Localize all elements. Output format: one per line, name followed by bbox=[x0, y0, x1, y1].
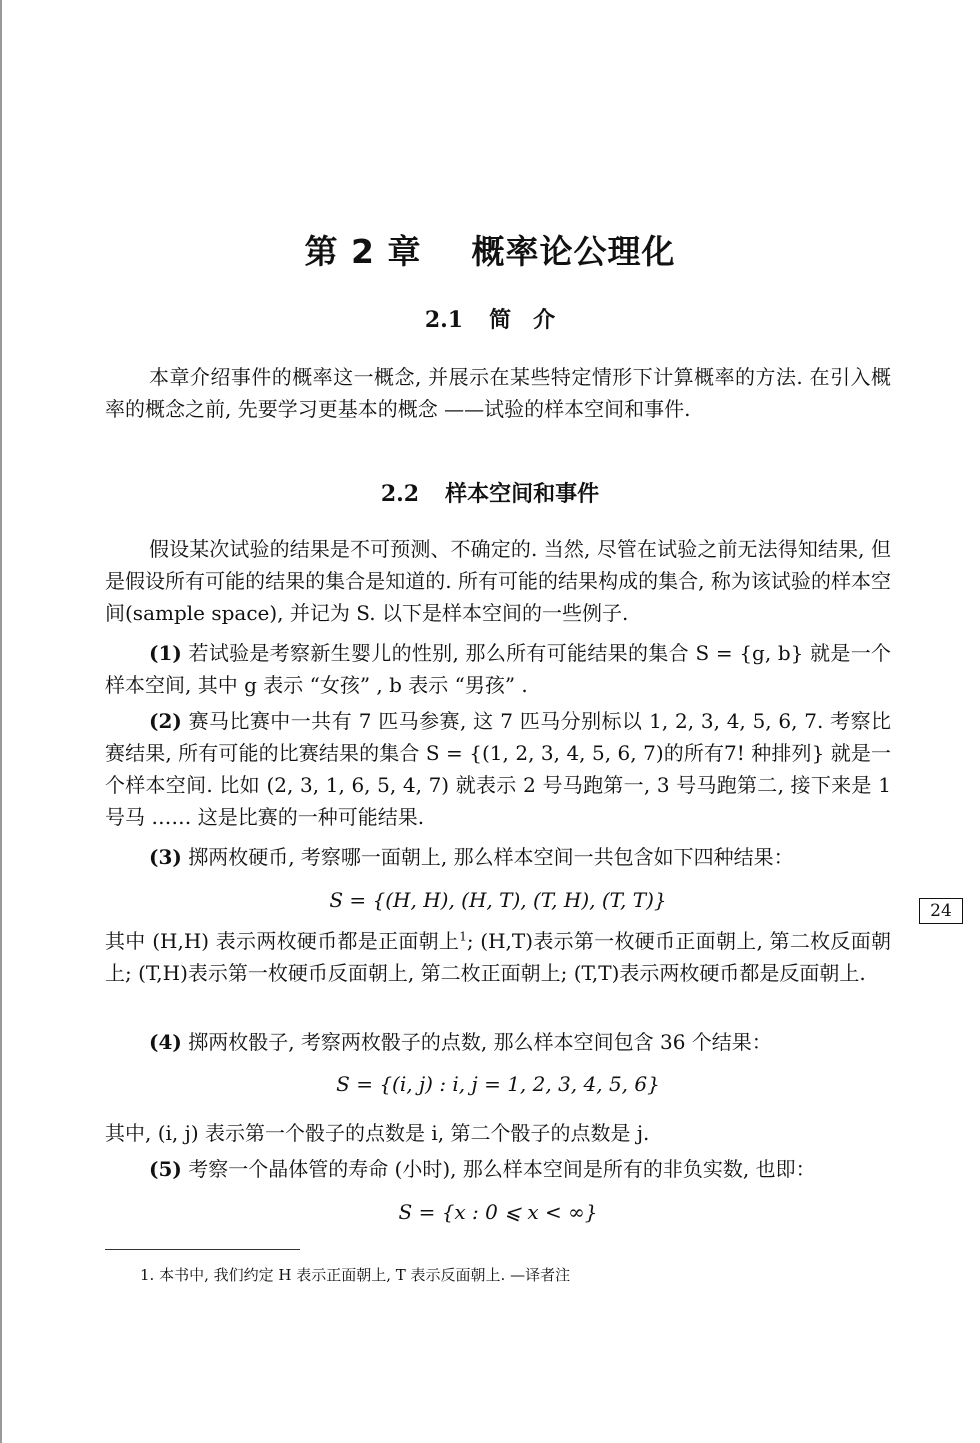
example-4-explanation: 其中, (i, j) 表示第一个骰子的点数是 i, 第二个骰子的点数是 j. bbox=[105, 1121, 650, 1145]
formula-coins: S = {(H, H), (H, T), (T, H), (T, T)} bbox=[329, 888, 667, 912]
footnote-marker: 1 bbox=[459, 929, 467, 944]
footnote: 1. 本书中, 我们约定 H 表示正面朝上, T 表示反面朝上. —译者注 bbox=[140, 1266, 571, 1284]
example-text: 掷两枚硬币, 考察哪一面朝上, 那么样本空间一共包含如下四种结果： bbox=[181, 845, 794, 869]
example-label: (2) bbox=[149, 709, 182, 733]
example-5 bbox=[105, 1153, 891, 1185]
example-3-explanation bbox=[105, 925, 891, 989]
body-paragraph-1: 假设某次试验的结果是不可预测、不确定的. 当然, 尽管在试验之前无法得知结果, 但是假设所有可能的结果的集合是知道的. 所有可能的结果构成的集合, 称为该试验的样本空间(sample space), 并记为 S. 以下是样本空间的一些例子. bbox=[105, 537, 891, 625]
section-title: 样本空间和事件 bbox=[445, 482, 600, 507]
example-4 bbox=[105, 1026, 891, 1058]
example-label: (1) bbox=[149, 641, 182, 665]
example-label: (4) bbox=[149, 1030, 182, 1054]
explanation-text: ; (H,T)表示第一枚硬币正面朝上, 第二枚反面朝上; (T,H)表示第一枚硬币反面朝上, 第二枚正面朝上; (T,T)表示两枚硬币都是反面朝上. bbox=[105, 929, 892, 985]
example-text: 掷两枚骰子, 考察两枚骰子的点数, 那么样本空间包含 36 个结果： bbox=[181, 1030, 772, 1054]
section-heading-2-2 bbox=[0, 477, 980, 508]
example-label: (5) bbox=[149, 1157, 182, 1181]
example-text: 考察一个晶体管的寿命 (小时), 那么样本空间是所有的非负实数, 也即： bbox=[181, 1157, 816, 1181]
example-text: 若试验是考察新生婴儿的性别, 那么所有可能结果的集合 S = {g, b} 就是一个样本空间, 其中 g 表示 “女孩” , b 表示 “男孩” . bbox=[105, 641, 891, 697]
page-number: 24 bbox=[919, 898, 963, 924]
intro-paragraph: 本章介绍事件的概率这一概念, 并展示在某些特定情形下计算概率的方法. 在引入概率的概念之前, 先要学习更基本的概念 ——试验的样本空间和事件. bbox=[105, 365, 891, 421]
example-label: (3) bbox=[149, 845, 182, 869]
example-2 bbox=[105, 705, 891, 833]
chapter-title: 第 2 章 概率论公理化 bbox=[304, 232, 676, 271]
example-1 bbox=[105, 637, 891, 701]
section-number: 2.2 bbox=[380, 481, 420, 507]
formula-transistor: S = {x : 0 ⩽ x < ∞} bbox=[398, 1200, 598, 1224]
example-3 bbox=[105, 841, 891, 873]
section-heading-2-1 bbox=[0, 303, 980, 334]
example-text: 赛马比赛中一共有 7 匹马参赛, 这 7 匹马分别标以 1, 2, 3, 4, 5, 6, 7. 考察比赛结果, 所有可能的比赛结果的集合 S = {(1, 2, 3, 4, 5, 6, 7)的所有7! 种排列} 就是一个样本空间. 比如 (2, 3, 1, 6, 5, 4, 7) 就表示 2 号马跑第一, 3 号马跑第二, 接下来是 1 号马 …… 这是比赛的一种可能结果. bbox=[105, 709, 891, 829]
explanation-text: 其中 (H,H) 表示两枚硬币都是正面朝上 bbox=[105, 929, 460, 953]
formula-dice: S = {(i, j) : i, j = 1, 2, 3, 4, 5, 6} bbox=[336, 1072, 660, 1096]
page-edge bbox=[0, 0, 2, 1443]
section-title: 简 介 bbox=[489, 308, 556, 333]
footnote-rule bbox=[105, 1249, 300, 1250]
section-number: 2.1 bbox=[424, 307, 464, 333]
